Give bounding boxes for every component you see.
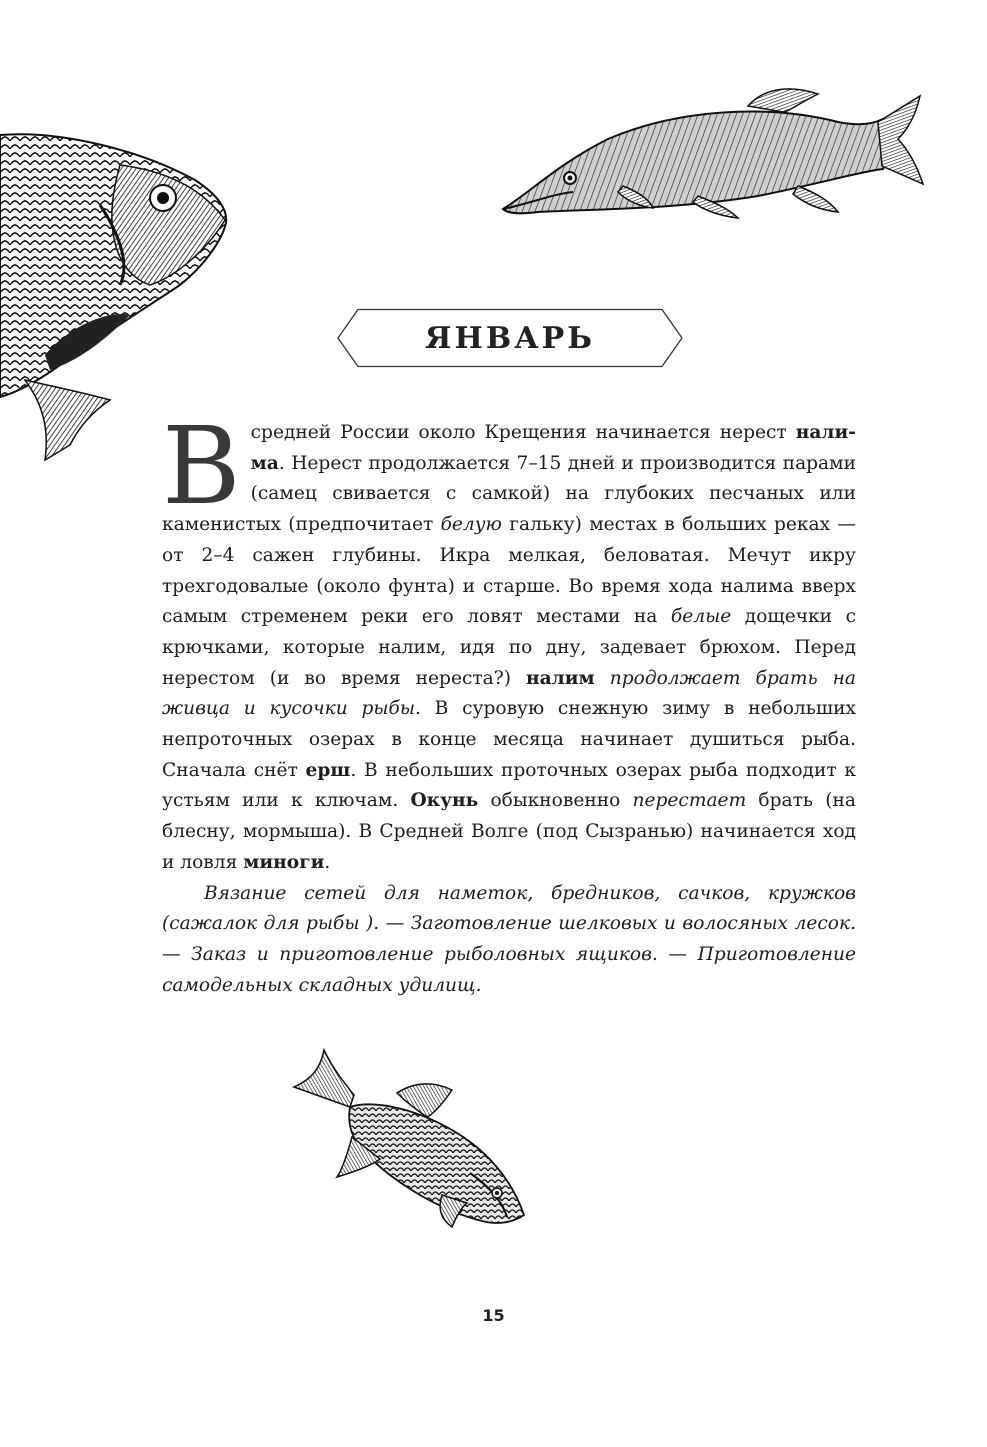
drop-cap: В	[162, 405, 241, 529]
paragraph-1: В средней России около Крещения начинается нерест нали-ма. Нерест продолжается 7–15 дней и производится парами (самец свивается с самкой) на глубоких песчаных или каменистых (предпочитает белую гальку) местах в больших реках — от 2–4 сажен глубины. Икра мелкая, беловатая. Мечут икру трехгодовалые (около фунта) и старше. Во время хода налима вверх самым стременем реки его ловят местами на белые дощечки с крючками, которые налим, идя по дну, задевает брюхом. Перед нерестом (и во время нереста?) налим продолжает брать на живца и кусочки рыбы. В суровую снежную зиму в небольших непроточных озерах в конце месяца начинает душиться рыба. Сначала снёт ерш. В небольших проточных озерах рыба подходит к устьям или к ключам. Окунь обыкновенно перестает брать (на блесну, мормыша). В Средней Волге (под Сызранью) начинается ход и ловля миноги.	[162, 405, 856, 873]
page-number: 15	[482, 1306, 505, 1325]
article-body	[162, 405, 856, 1001]
pike-illustration	[498, 84, 928, 224]
roach-illustration	[292, 1045, 530, 1230]
chapter-title-banner	[336, 308, 684, 368]
paragraph-2: Вязание сетей для наметок, бредников, сачков, кружков (сажалок для рыбы ). — Заготовление шелковых и волосяных лесок. — Заказ и приготовление рыболовных ящиков. — Приготовление самодельных складных удилищ.	[162, 882, 856, 996]
chapter-title: ЯНВАРЬ	[425, 321, 595, 356]
